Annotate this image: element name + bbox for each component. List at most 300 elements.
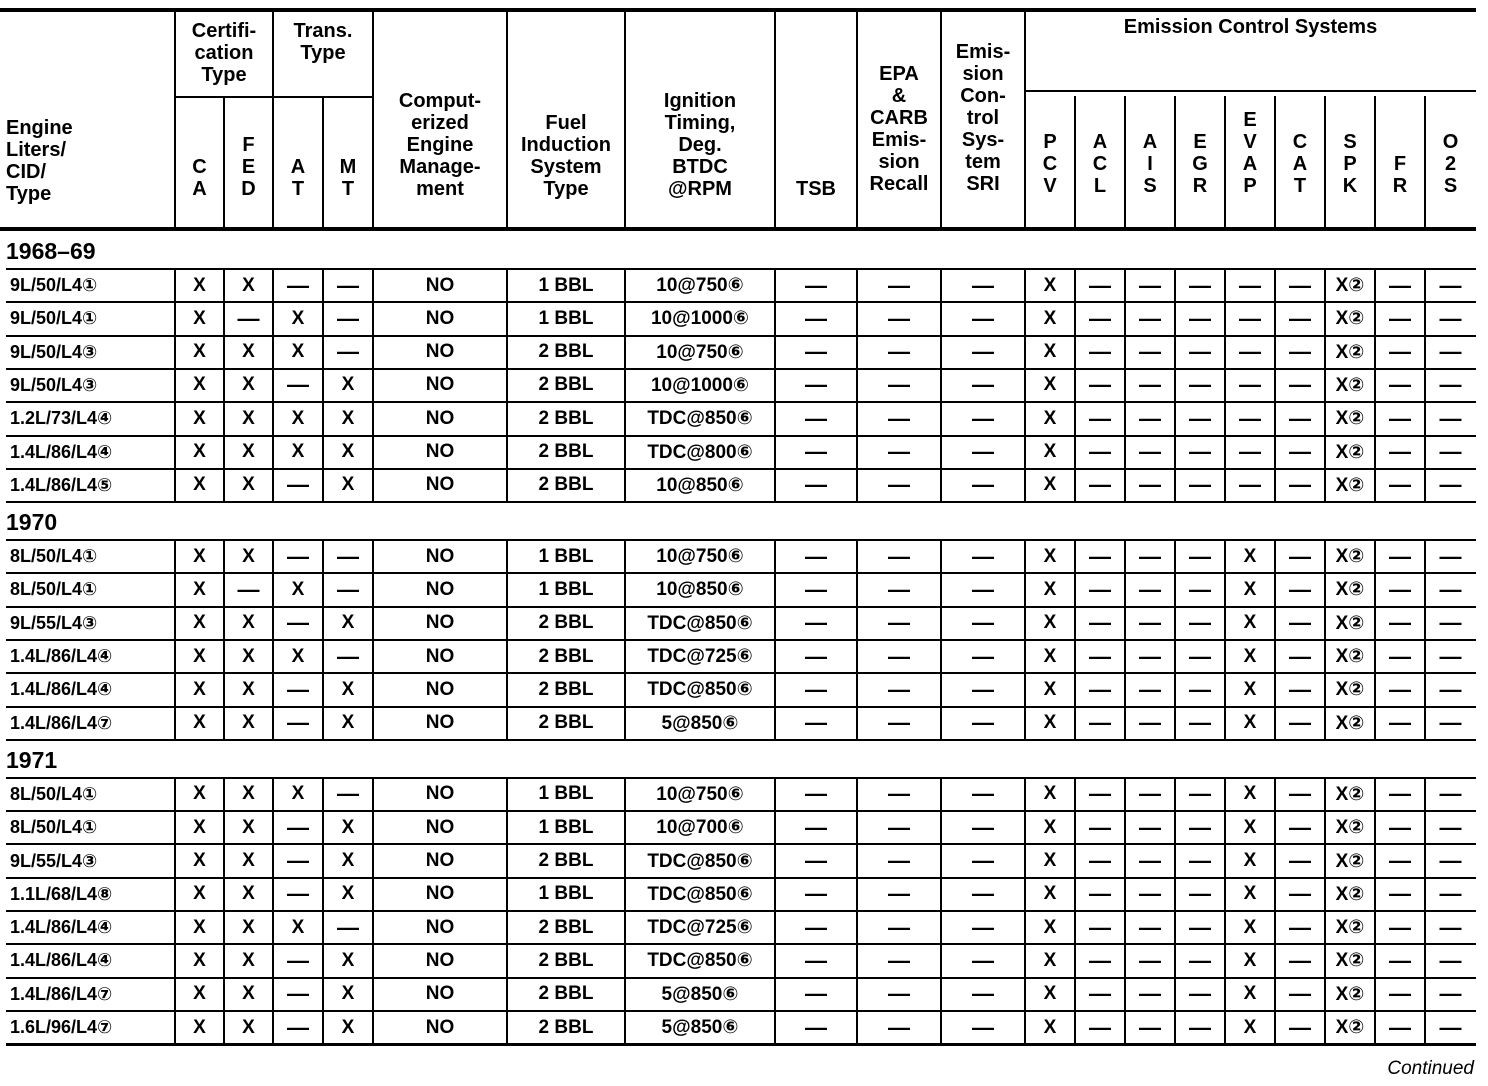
cell-fuel: 2 BBL <box>538 407 594 429</box>
cell-cat: — <box>1289 372 1311 398</box>
cell-egr: — <box>1189 405 1211 431</box>
cell-epa-recall: — <box>888 305 910 331</box>
cell-spk: X② <box>1335 646 1365 667</box>
header-certification-type: Certifi- cation Type <box>191 20 257 86</box>
header-egr: E G R <box>1192 131 1208 197</box>
cell-evap: X <box>1243 578 1257 600</box>
cell-egr: — <box>1189 372 1211 398</box>
cell-fed: X <box>242 850 255 871</box>
cell-sri: — <box>972 947 994 973</box>
cell-fed: X <box>242 712 255 734</box>
cell-ignition: TDC@725⑥ <box>647 917 753 939</box>
header-engine: Engine Liters/ CID/ Type <box>6 117 73 205</box>
cell-ignition: 10@1000⑥ <box>650 374 749 396</box>
cell-acl: — <box>1089 472 1111 498</box>
cell-at: — <box>287 372 309 398</box>
cell-ca: X <box>193 678 206 700</box>
cell-mt: X <box>341 678 355 700</box>
cell-at: X <box>291 578 305 600</box>
cell-cem: NO <box>425 916 455 938</box>
cell-sri: — <box>972 272 994 298</box>
cell-sri: — <box>972 543 994 569</box>
header-column-divider <box>1274 96 1276 229</box>
cell-at: X <box>291 341 305 363</box>
cell-egr: — <box>1189 848 1211 873</box>
column-divider <box>1424 539 1426 741</box>
column-divider <box>1274 777 1276 1045</box>
cell-egr: — <box>1189 881 1211 907</box>
cell-egr: — <box>1189 643 1211 669</box>
cell-spk: X② <box>1335 679 1365 701</box>
column-divider <box>1024 268 1026 503</box>
cell-sri: — <box>972 439 994 464</box>
cell-cat: — <box>1289 1014 1311 1040</box>
column-divider <box>506 539 508 741</box>
cell-acl: — <box>1089 576 1111 602</box>
cell-ca: X <box>193 545 206 567</box>
cell-fuel: 2 BBL <box>538 850 594 871</box>
cell-fr: — <box>1389 781 1411 807</box>
cell-fed: X <box>242 341 255 363</box>
cell-ignition: 10@750⑥ <box>656 783 744 805</box>
cell-tsb: — <box>805 576 827 602</box>
cell-engine: 1.4L/86/L4⑦ <box>10 983 113 1004</box>
header-column-divider <box>506 10 508 229</box>
cell-spk: X② <box>1335 546 1365 568</box>
column-divider <box>1174 539 1176 741</box>
cell-fr: — <box>1389 881 1411 907</box>
cell-ignition: TDC@850⑥ <box>647 679 753 701</box>
cell-ais: — <box>1139 472 1161 498</box>
cell-evap: — <box>1239 339 1261 365</box>
cell-ignition: TDC@850⑥ <box>647 408 753 430</box>
column-divider <box>223 539 225 741</box>
cell-ca: X <box>193 816 206 838</box>
cell-spk: X② <box>1335 950 1365 972</box>
cell-fed: X <box>242 612 255 634</box>
cell-fr: — <box>1389 848 1411 873</box>
cell-acl: — <box>1089 947 1111 973</box>
cell-o2s: — <box>1439 372 1462 398</box>
cell-ignition: TDC@725⑥ <box>647 646 753 667</box>
cell-cem: NO <box>425 374 455 396</box>
cell-fuel: 2 BBL <box>538 678 594 700</box>
cell-ais: — <box>1139 1014 1161 1040</box>
cell-pcv: X <box>1043 883 1057 905</box>
column-divider <box>223 268 225 503</box>
cell-acl: — <box>1089 981 1111 1007</box>
cell-fuel: 1 BBL <box>538 816 594 838</box>
cell-o2s: — <box>1439 576 1462 602</box>
column-divider <box>1224 777 1226 1045</box>
cell-spk: X② <box>1335 783 1365 805</box>
cell-fuel: 2 BBL <box>538 712 594 734</box>
row-rule <box>6 739 1476 741</box>
cell-at: — <box>287 710 309 736</box>
cell-fr: — <box>1389 372 1411 398</box>
cell-ca: X <box>193 474 206 496</box>
cell-ais: — <box>1139 676 1161 702</box>
cell-mt: — <box>337 576 359 602</box>
cell-evap: X <box>1243 816 1257 838</box>
cell-fr: — <box>1389 405 1411 431</box>
cell-cat: — <box>1289 643 1311 669</box>
cell-mt: X <box>341 883 355 905</box>
cell-ca: X <box>193 712 206 734</box>
cell-tsb: — <box>805 881 827 907</box>
header-evap: E V A P <box>1242 109 1258 197</box>
column-divider <box>1224 268 1226 503</box>
cell-egr: — <box>1189 914 1211 940</box>
column-divider <box>940 777 942 1045</box>
cell-at: X <box>291 916 305 938</box>
cell-o2s: — <box>1439 781 1462 807</box>
cell-ais: — <box>1139 272 1161 298</box>
cell-acl: — <box>1089 339 1111 365</box>
cell-tsb: — <box>805 947 827 973</box>
cell-spk: X② <box>1335 1017 1365 1038</box>
cell-cem: NO <box>425 678 455 700</box>
cell-cem: NO <box>425 274 455 296</box>
header-epa-carb-recall: EPA & CARB Emis- sion Recall <box>869 63 929 195</box>
cell-o2s: — <box>1439 472 1462 498</box>
cell-epa-recall: — <box>888 405 910 431</box>
year-heading: 1968–69 <box>6 238 96 264</box>
column-divider <box>1124 539 1126 741</box>
cell-engine: 1.4L/86/L4④ <box>10 646 113 666</box>
column-divider <box>1374 268 1376 503</box>
header-tsb: TSB <box>796 178 836 200</box>
cell-cem: NO <box>425 949 455 971</box>
header-column-divider <box>774 10 776 229</box>
cell-cat: — <box>1289 439 1311 464</box>
cell-spk: X② <box>1335 917 1365 939</box>
cell-sri: — <box>972 405 994 431</box>
cell-pcv: X <box>1043 612 1057 634</box>
cell-epa-recall: — <box>888 439 910 464</box>
cell-egr: — <box>1189 272 1211 298</box>
cell-cem: NO <box>425 783 455 805</box>
header-fed: F E D <box>241 134 256 200</box>
cell-o2s: — <box>1439 405 1462 431</box>
cell-egr: — <box>1189 981 1211 1007</box>
cell-fr: — <box>1389 981 1411 1007</box>
cell-fuel: 2 BBL <box>538 374 594 396</box>
cell-fuel: 1 BBL <box>538 883 594 905</box>
column-divider <box>1174 268 1176 503</box>
cell-cem: NO <box>425 441 455 462</box>
cell-fuel: 2 BBL <box>538 983 594 1005</box>
cell-mt: — <box>337 781 359 807</box>
cell-engine: 8L/50/L4① <box>10 817 98 838</box>
cell-spk: X② <box>1335 308 1365 330</box>
cell-acl: — <box>1089 676 1111 702</box>
cell-mt: X <box>341 850 355 871</box>
cell-at: — <box>287 881 309 907</box>
cell-cem: NO <box>425 712 455 734</box>
cell-ignition: TDC@850⑥ <box>647 883 753 905</box>
cell-engine: 9L/50/L4① <box>10 275 98 295</box>
header-ignition-timing: Ignition Timing, Deg. BTDC @RPM <box>663 90 737 200</box>
cell-sri: — <box>972 881 994 907</box>
column-divider <box>1124 268 1126 503</box>
cell-o2s: — <box>1439 814 1462 840</box>
cell-cem: NO <box>425 407 455 429</box>
cell-mt: — <box>337 272 359 298</box>
cell-ais: — <box>1139 610 1161 636</box>
cell-epa-recall: — <box>888 710 910 736</box>
cell-spk: X② <box>1335 817 1365 839</box>
cell-at: — <box>287 814 309 840</box>
header-column-divider <box>272 10 274 229</box>
cell-fr: — <box>1389 1014 1411 1040</box>
cell-mt: X <box>341 949 355 971</box>
cell-fr: — <box>1389 710 1411 736</box>
cell-tsb: — <box>805 676 827 702</box>
cell-pcv: X <box>1043 678 1057 700</box>
cell-engine: 1.4L/86/L4④ <box>10 679 113 700</box>
column-divider <box>1374 777 1376 1045</box>
header-trans-type: Trans. Type <box>293 20 353 64</box>
cell-ignition: 10@850⑥ <box>656 579 744 601</box>
cell-fed: X <box>242 545 255 567</box>
header-column-divider <box>174 10 176 229</box>
cell-acl: — <box>1089 610 1111 636</box>
cell-ais: — <box>1139 781 1161 807</box>
cell-sri: — <box>972 472 994 498</box>
header-ca: C A <box>192 156 207 200</box>
header-pcv: P C V <box>1042 131 1058 197</box>
header-column-divider <box>940 10 942 229</box>
table-top-rule <box>0 8 1476 12</box>
cell-engine: 9L/55/L4③ <box>10 612 98 633</box>
cell-acl: — <box>1089 1014 1111 1040</box>
cell-evap: X <box>1243 783 1257 805</box>
cell-fed: X <box>242 983 255 1005</box>
cell-fr: — <box>1389 439 1411 464</box>
cell-evap: X <box>1243 983 1257 1005</box>
cell-fuel: 2 BBL <box>538 949 594 971</box>
cell-cat: — <box>1289 472 1311 498</box>
cell-fed: X <box>242 816 255 838</box>
cell-pcv: X <box>1043 850 1057 871</box>
cell-epa-recall: — <box>888 914 910 940</box>
column-divider <box>506 777 508 1045</box>
cell-ca: X <box>193 850 206 871</box>
cell-cem: NO <box>425 850 455 871</box>
cell-ignition: TDC@800⑥ <box>647 441 753 463</box>
cell-ais: — <box>1139 848 1161 873</box>
cell-engine: 9L/55/L4③ <box>10 850 98 871</box>
cell-cat: — <box>1289 981 1311 1007</box>
cell-tsb: — <box>805 439 827 464</box>
cell-cat: — <box>1289 339 1311 365</box>
header-subgroup-rule <box>175 96 373 98</box>
header-column-divider <box>322 96 324 229</box>
cell-fed: X <box>242 883 255 905</box>
column-divider <box>1024 777 1026 1045</box>
column-divider <box>1374 539 1376 741</box>
cell-o2s: — <box>1439 710 1462 736</box>
header-column-divider <box>1324 96 1326 229</box>
cell-ca: X <box>193 441 206 462</box>
cell-acl: — <box>1089 405 1111 431</box>
header-bottom-rule <box>0 227 1476 231</box>
column-divider <box>322 539 324 741</box>
cell-fr: — <box>1389 576 1411 602</box>
cell-egr: — <box>1189 710 1211 736</box>
cell-egr: — <box>1189 947 1211 973</box>
cell-evap: X <box>1243 645 1257 667</box>
cell-epa-recall: — <box>888 981 910 1007</box>
cell-ais: — <box>1139 814 1161 840</box>
cell-mt: X <box>341 407 355 429</box>
cell-fed: X <box>242 916 255 938</box>
cell-fr: — <box>1389 643 1411 669</box>
column-divider <box>1124 777 1126 1045</box>
cell-fed: — <box>237 305 260 331</box>
cell-evap: X <box>1243 949 1257 971</box>
table-bottom-rule <box>6 1043 1476 1046</box>
cell-egr: — <box>1189 610 1211 636</box>
header-mt: M T <box>339 156 357 200</box>
cell-cem: NO <box>425 474 455 496</box>
cell-sri: — <box>972 781 994 807</box>
cell-fuel: 1 BBL <box>538 274 594 296</box>
cell-ais: — <box>1139 372 1161 398</box>
cell-epa-recall: — <box>888 339 910 365</box>
header-emission-control-system-sri: Emis- sion Con- trol Sys- tem SRI <box>955 41 1011 195</box>
cell-spk: X② <box>1335 883 1365 905</box>
cell-acl: — <box>1089 272 1111 298</box>
cell-cem: NO <box>425 545 455 567</box>
cell-o2s: — <box>1439 914 1462 940</box>
cell-ignition: 5@850⑥ <box>661 983 739 1005</box>
column-divider <box>174 539 176 741</box>
cell-evap: X <box>1243 545 1257 567</box>
cell-ca: X <box>193 307 206 329</box>
cell-o2s: — <box>1439 947 1462 973</box>
cell-acl: — <box>1089 643 1111 669</box>
cell-egr: — <box>1189 1014 1211 1040</box>
cell-cem: NO <box>425 883 455 905</box>
cell-cat: — <box>1289 814 1311 840</box>
cell-epa-recall: — <box>888 947 910 973</box>
cell-cat: — <box>1289 781 1311 807</box>
header-column-divider <box>1124 96 1126 229</box>
column-divider <box>1074 268 1076 503</box>
cell-fr: — <box>1389 272 1411 298</box>
cell-fuel: 1 BBL <box>538 545 594 567</box>
cell-mt: — <box>337 643 359 669</box>
column-divider <box>1274 268 1276 503</box>
cell-fr: — <box>1389 676 1411 702</box>
cell-epa-recall: — <box>888 848 910 873</box>
cell-at: — <box>287 947 309 973</box>
cell-tsb: — <box>805 610 827 636</box>
cell-pcv: X <box>1043 274 1057 296</box>
cell-pcv: X <box>1043 374 1057 396</box>
cell-fr: — <box>1389 305 1411 331</box>
cell-ais: — <box>1139 405 1161 431</box>
cell-acl: — <box>1089 372 1111 398</box>
cell-mt: — <box>337 543 359 569</box>
cell-sri: — <box>972 576 994 602</box>
cell-cat: — <box>1289 610 1311 636</box>
cell-sri: — <box>972 676 994 702</box>
cell-fr: — <box>1389 472 1411 498</box>
cell-acl: — <box>1089 914 1111 940</box>
cell-evap: — <box>1239 272 1261 298</box>
column-divider <box>940 539 942 741</box>
year-heading: 1970 <box>6 509 58 536</box>
cell-ais: — <box>1139 914 1161 940</box>
cell-fuel: 2 BBL <box>538 341 594 363</box>
header-column-divider <box>1174 96 1176 229</box>
cell-ca: X <box>193 949 206 971</box>
cell-ais: — <box>1139 710 1161 736</box>
cell-evap: X <box>1243 850 1257 871</box>
cell-spk: X② <box>1335 275 1365 296</box>
header-column-divider <box>1224 96 1226 229</box>
cell-evap: — <box>1239 439 1261 464</box>
cell-tsb: — <box>805 339 827 365</box>
cell-ignition: 10@750⑥ <box>656 546 744 568</box>
cell-ais: — <box>1139 439 1161 464</box>
cell-acl: — <box>1089 814 1111 840</box>
cell-tsb: — <box>805 405 827 431</box>
cell-tsb: — <box>805 372 827 398</box>
cell-at: — <box>287 543 309 569</box>
cell-tsb: — <box>805 814 827 840</box>
cell-egr: — <box>1189 339 1211 365</box>
cell-engine: 8L/50/L4① <box>10 579 98 600</box>
cell-evap: — <box>1239 372 1261 398</box>
cell-epa-recall: — <box>888 543 910 569</box>
cell-epa-recall: — <box>888 272 910 298</box>
cell-spk: X② <box>1335 474 1365 496</box>
cell-fr: — <box>1389 914 1411 940</box>
header-column-divider <box>856 10 858 229</box>
cell-engine: 1.4L/86/L4⑦ <box>10 712 113 733</box>
cell-cat: — <box>1289 272 1311 298</box>
column-divider <box>1074 777 1076 1045</box>
cell-egr: — <box>1189 439 1211 464</box>
cell-acl: — <box>1089 848 1111 873</box>
cell-at: — <box>287 272 309 298</box>
cell-epa-recall: — <box>888 472 910 498</box>
column-divider <box>624 539 626 741</box>
cell-spk: X② <box>1335 983 1365 1005</box>
cell-ca: X <box>193 916 206 938</box>
cell-tsb: — <box>805 305 827 331</box>
cell-fuel: 2 BBL <box>538 645 594 667</box>
column-divider <box>774 539 776 741</box>
cell-epa-recall: — <box>888 372 910 398</box>
cell-pcv: X <box>1043 783 1057 805</box>
cell-fed: X <box>242 645 255 667</box>
cell-tsb: — <box>805 1014 827 1040</box>
cell-sri: — <box>972 1014 994 1040</box>
header-column-divider <box>1074 96 1076 229</box>
cell-fed: X <box>242 441 255 462</box>
column-divider <box>272 268 274 503</box>
cell-epa-recall: — <box>888 881 910 907</box>
cell-egr: — <box>1189 305 1211 331</box>
cell-cem: NO <box>425 578 455 600</box>
header-cat: C A T <box>1292 131 1308 197</box>
cell-fed: — <box>237 576 260 602</box>
